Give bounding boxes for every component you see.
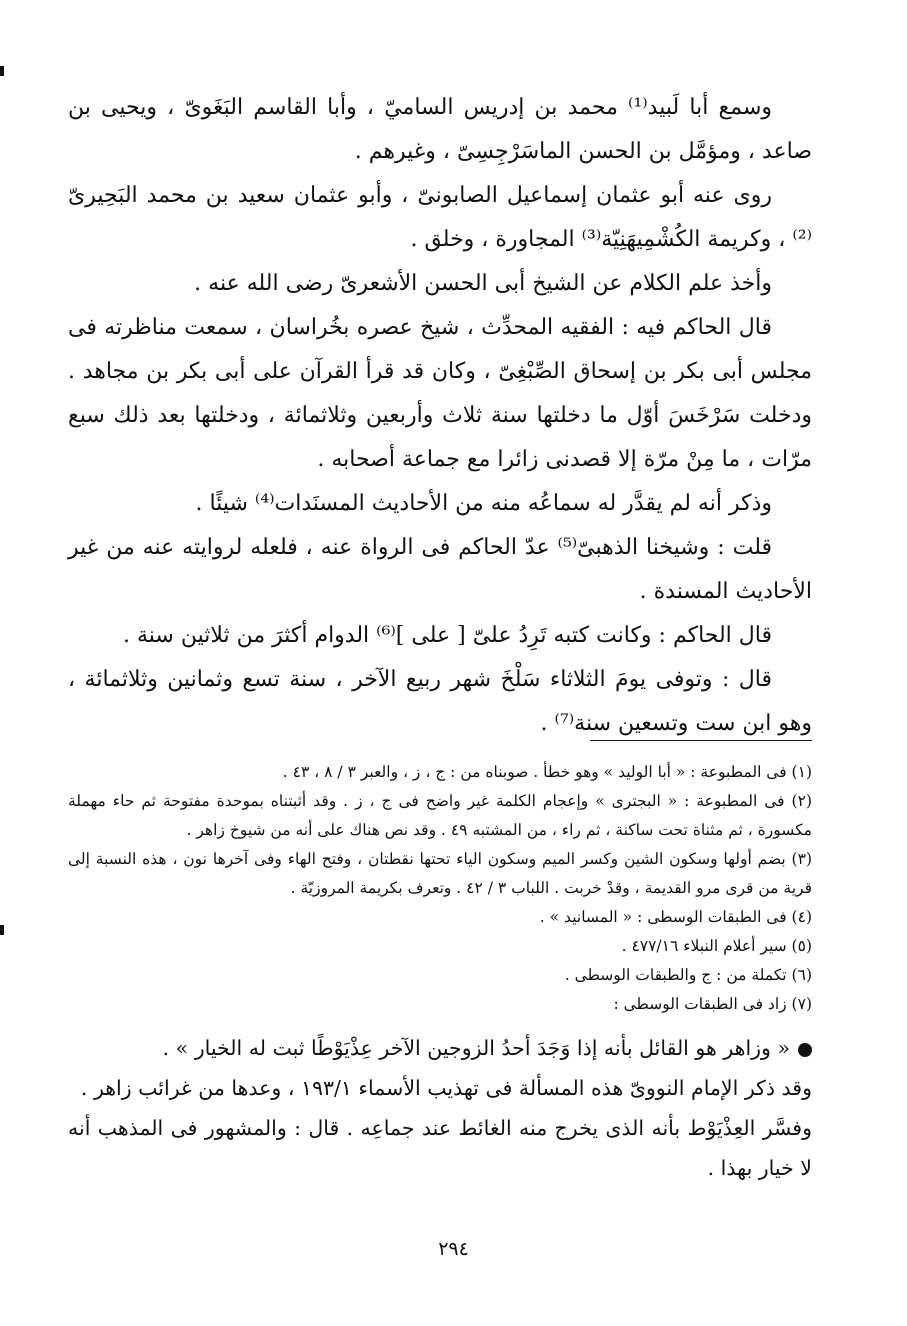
scan-edge-mark-top <box>0 66 4 76</box>
paragraph-hakim-quote: قال الحاكم فيه : الفقيه المحدِّث ، شيخ عصره بخُراسان ، سمعت مناظرته فى مجلس أبى بكر بن إسحاق الصِّبْغِىّ ، وكان قد قرأ القرآن على أبى بكر بن مجاهد . ودخلت سَرْخَسَ أوّل ما دخلتها سنة ثلاث وأربعين وثلاثمائة ، ودخلتها بعد ذلك سبع مرّات ، ما مِنْ مرّة إلا قصدنى زائرا مع جماعة أصحابه . <box>68 315 812 472</box>
paragraph-sources: وسمع أبا لَبيد⁽¹⁾ محمد بن إدريس الساميّ ، وأبا القاسم البَغَوىّ ، ويحيى بن صاعد ، ومؤمَّل بن الحسن الماسَرْجِسِىّ ، وغيرهم . <box>68 95 812 164</box>
footnote-7-addendum <box>68 1028 812 1188</box>
scan-edge-mark-bottom <box>0 925 4 935</box>
footnote-4: (٤) فى الطبقات الوسطى : « المسانيد » . <box>539 908 812 926</box>
addendum-explanation: وفسَّر العِذْيَوْط بأنه الذى يخرج منه الغائط عند جماعِه . قال : والمشهور فى المذهب أنه لا خيار بهذا . <box>68 1116 812 1180</box>
addendum-quote-text: « وزاهر هو القائل بأنه إذا وَجَدَ أحدُ الزوجين الآخر عِذْيَوْطًا ثبت له الخيار » . <box>162 1036 790 1060</box>
page-number: ٢٩٤ <box>438 1238 469 1260</box>
paragraph-dhahabi: قلت : وشيخنا الذهبىّ⁽⁵⁾ عدّ الحاكم فى الرواة عنه ، فلعله لروايته عنه من غير الأحاديث المسندة . <box>68 535 812 604</box>
footnote-5: (٥) سير أعلام النبلاء ٤٧٧/١٦ . <box>621 937 812 955</box>
paragraph-death: قال : وتوفى يومَ الثلاثاء سَلْخَ شهر ربيع الآخر ، سنة تسع وثمانين وثلاثمائة ، وهو ابن ست وتسعين سنة⁽⁷⁾ . <box>68 667 812 736</box>
main-text <box>68 86 812 746</box>
footnote-2: (٢) فى المطبوعة : « البجترى » وإعجام الكلمة غير واضح فى ج ، ز . وقد أثبتناه بموحدة مفتوحة ثم حاء مهملة مكسورة ، ثم مثناة تحت ساكنة ، ثم راء ، من المشتبه ٤٩ . وقد نص هناك على أنه من شيوخ زاهر . <box>68 792 812 839</box>
addendum-quote <box>68 1028 812 1068</box>
paragraph-hearing: وذكر أنه لم يقدَّر له سماعُه منه من الأحاديث المسنَدات⁽⁴⁾ شيئًا . <box>195 491 772 516</box>
footnotes <box>68 758 812 1019</box>
footnote-6: (٦) تكملة من : ج والطبقات الوسطى . <box>564 966 812 984</box>
paragraph-kalam: وأخذ علم الكلام عن الشيخ أبى الحسن الأشعرىّ رضى الله عنه . <box>194 271 772 296</box>
bullet-icon <box>798 1043 812 1057</box>
footnote-separator <box>590 740 812 741</box>
paragraph-books: قال الحاكم : وكانت كتبه تَرِدُ علىّ [ على ]⁽⁶⁾ الدوام أكثرَ من ثلاثين سنة . <box>122 623 772 648</box>
footnote-7: (٧) زاد فى الطبقات الوسطى : <box>613 995 812 1013</box>
addendum-nawawi: وقد ذكر الإمام النووىّ هذه المسألة فى تهذيب الأسماء ١٩٣/١ ، وعدها من غرائب زاهر . <box>80 1076 812 1100</box>
footnote-1: (١) فى المطبوعة : « أبا الوليد » وهو خطأ . صوبناه من : ج ، ز ، والعبر ٣ / ٨ ، ٤٣ . <box>282 763 812 781</box>
paragraph-narrators: روى عنه أبو عثمان إسماعيل الصابونىّ ، وأبو عثمان سعيد بن محمد البَحِيرىّ ⁽²⁾ ، وكريمة الكُشْمِيهَنِيّة⁽³⁾ المجاورة ، وخلق . <box>68 183 812 252</box>
footnote-3: (٣) بضم أولها وسكون الشين وكسر الميم وسكون الياء تحتها نقطتان ، وفتح الهاء وفى آخرها نون ، هذه النسبة إلى قرية من قرى مرو القديمة ، وقدْ خربت . اللباب ٣ / ٤٢ . وتعرف بكريمة المروزيّة . <box>68 850 812 897</box>
